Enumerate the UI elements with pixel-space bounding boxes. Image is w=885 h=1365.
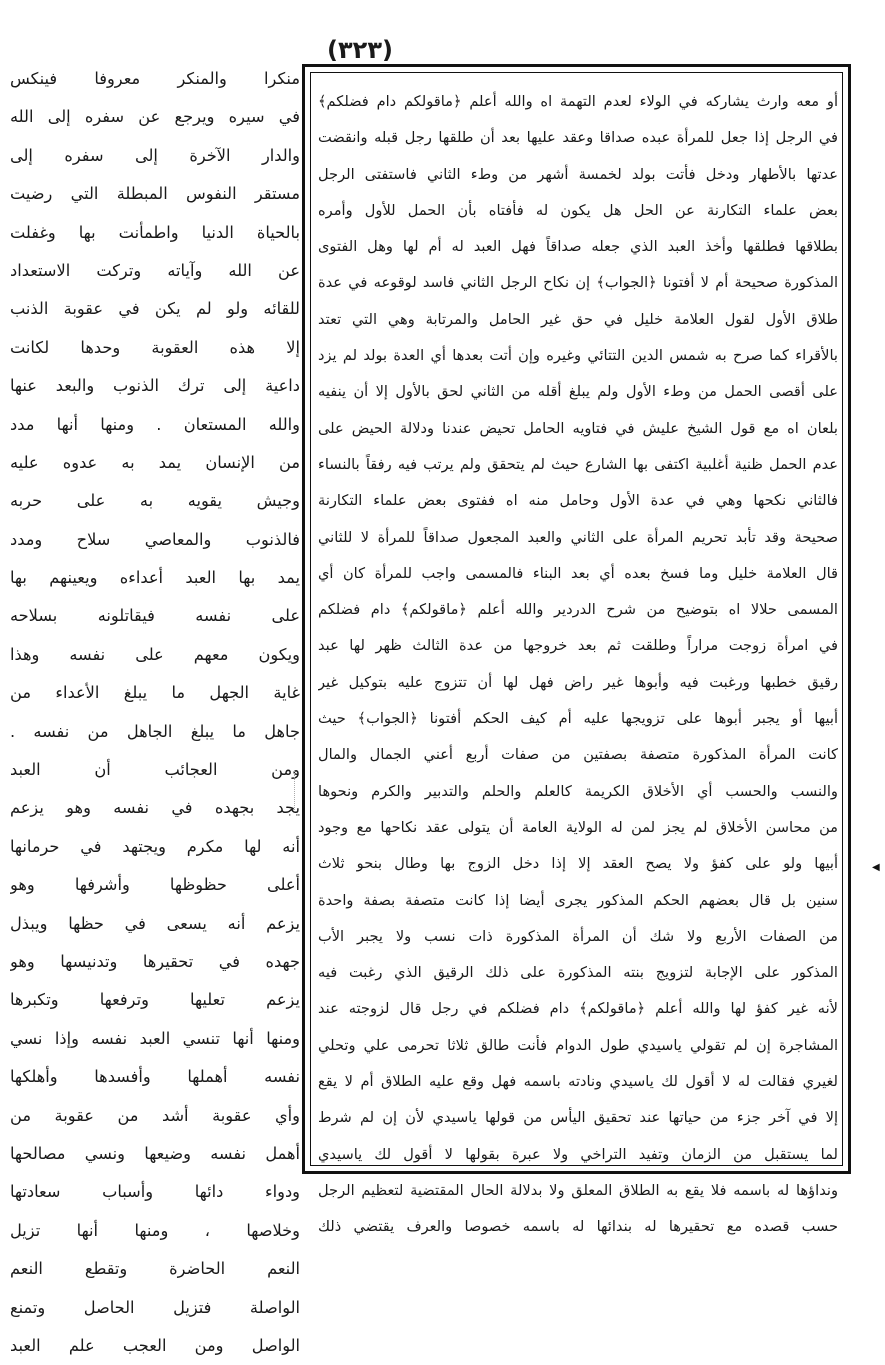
side-text-line: ودواء دائها وأسباب سعادتها [10,1182,300,1202]
side-text-line: وجيش يقويه به على حربه [10,491,300,511]
side-text-line: في سيره ويرجع عن سفره إلى الله [10,107,300,127]
main-text-line: أبيها ولو على كفؤ ولا يصح العقد إلا إذا دخل الزوج بها وطال بنحو ثلاث [318,855,838,873]
side-text-line: الواصل ومن العجب علم العبد [10,1335,300,1355]
main-text-line: عدم الحمل ظنية أغلبية اكتفى بها الشارع حيث لم يتحقق ولم يرتب فيه رفقاً بالنساء [318,455,838,473]
side-text-line: منكرا والمنكر معروفا فينكس [10,69,300,88]
main-text-line: طلاق الأول لقول العلامة خليل في حق غير الحامل والمرتابة وهي التي تعتد [318,310,838,328]
main-text-line: لما يستقبل من الزمان وتفيد التراخي ولا عبرة بقولها لا أقول لك ياسيدي [318,1145,838,1163]
side-text-line: والدار الآخرة إلى سفره إلى [10,145,300,165]
main-text-line: صحيحة وقد تأبد تحريم المرأة على الثاني والعبد المجعول صداقاً للمرأة لا للثاني [318,528,838,546]
main-text-line: بالأقراء كما صرح به شمس الدين التتائي وغيره وإن أتت بعدها أي العدة بولد لم يزد [318,347,838,365]
main-text-line: في امرأة زوجت مراراً وطلقت ثم بعد خروجها من عدة الثالث ظهر لها عبد [318,637,838,655]
side-text-line: جهده في تحقيرها وتدنيسها وهو [10,951,300,971]
side-text-line: بالحياة الدنيا واطمأنت بها وغفلت [10,222,300,242]
scan-smudge [294,770,301,810]
main-text-line: بلعان اه مع قول الشيخ عليش في فتاويه الحامل تحيض عندنا ودلالة الحيض على [318,419,838,437]
main-text-line: أبيها أو يجبر أبوها على تزويجها عليه أم كيف الحكم أفتونا ﴿الجواب﴾ حيث [318,710,838,728]
main-text-line: عدتها بالأطهار ودخل فأتت بولد لخمسة أشهر من وطء الثاني فاستفتى الرجل [318,165,838,183]
side-text-line: وخلاصها ، ومنها أنها تزيل [10,1220,300,1240]
main-text-line: بطلاقها فطلقها وأخذ العبد الذي جعله صداقاً فهل العبد له أم لها وهل الفتوى [318,238,838,256]
main-text-line: المشاجرة إن لم تقولي ياسيدي طول الدوام فأنت طالق ثلاثا تحرمى علي وتحلي [318,1036,838,1054]
side-text-line: من الإنسان يمد به عدوه عليه [10,452,300,472]
main-text-line: على أقصى الحمل من وطء الأول ولم يبلغ أقله من الثاني لحق بالأول إلا أن ينفيه [318,383,838,401]
main-text-line: من محاسن الأخلاق لم يجز لمن له الولاية العامة أن يتولى عقد نكاحها مع وجود [318,818,838,836]
main-text-line: ونداؤها له باسمه فلا يقع به الطلاق المعلق ولا بدلالة الحال المقتضية لتعظيم الرجل [318,1181,838,1199]
main-text-line: المذكور على الإجابة لتزويج بنته المذكورة على ذلك الرقيق الذي رغبت فيه [318,964,838,982]
side-text-column [10,60,300,1355]
main-text-line: رقيق خطبها ورغبت فيه وأبوها غير راض فهل لها أن تتزوج عليه بتوكيل غير [318,673,838,691]
main-text-line: المسمى حلالا اه بتوضيح من شرح الدردير والله أعلم ﴿ماقولكم﴾ دام فضلكم [318,601,838,619]
side-text-line: جاهل ما يبلغ الجاهل من نفسه . [10,721,300,741]
page-number: (٣٢٣) [327,36,393,64]
side-text-line: يمد بها العبد أعداءه ويعينهم بها [10,568,300,588]
side-text-line: أهمل نفسه وضيعها ونسي مصالحها [10,1143,300,1163]
side-text-line: داعية إلى ترك الذنوب والبعد عنها [10,376,300,396]
side-text-line: مستقر النفوس المبطلة التي رضيت [10,184,300,204]
margin-arrow-icon: ◀ [872,862,880,873]
main-text-line: سنين بل قال بعضهم الحكم المذكور يجرى أيضا إذا كانت متصفة بصفة واحدة [318,891,838,909]
main-text-line: إلا في آخر جزء من حياتها عند تحقيق اليأس من قولها ياسيدي لأن إن لم شرط [318,1109,838,1127]
side-text-line: غاية الجهل ما يبلغ الأعداء من [10,683,300,703]
side-text-line: فالذنوب والمعاصي سلاح ومدد [10,529,300,549]
main-text-line: قال العلامة خليل وما فسخ بعده أي بعد البناء فالمسمى واجب للمرأة كان أي [318,564,838,582]
side-text-line: الواصلة فتزيل الحاصل وتمنع [10,1297,300,1317]
side-text-line: وأي عقوبة أشد من عقوبة من [10,1105,300,1125]
main-text-line: فالثاني نكحها وهي في عدة الأول وحامل منه اه ففتوى بعض علماء التكارنة [318,492,838,510]
side-text-line: إلا هذه العقوبة وحدها لكانت [10,337,300,357]
main-text-line: أو معه وارث يشاركه في الولاء لعدم التهمة اه والله أعلم ﴿ماقولكم دام فضلكم﴾ [318,93,838,110]
side-text-line: ويكون معهم على نفسه وهذا [10,644,300,664]
main-text-line: من الصفات الأربع ولا شك أن المرأة المذكورة ذات نسب ولا يجبر الأب [318,927,838,945]
side-text-line: يزعم تعليها وترفعها وتكبرها [10,990,300,1010]
side-text-line: يجد بجهده في نفسه وهو يزعم [10,798,300,818]
main-text-line: والنسب والحسب أي الأخلاق الكريمة كالعلم والحلم والتدبير والكرم ونحوها [318,782,838,800]
side-text-line: عن الله وآياته وتركت الاستعداد [10,260,300,280]
side-text-line: والله المستعان . ومنها أنها مدد [10,414,300,434]
side-text-line: ومن العجائب أن العبد [10,760,300,780]
side-text-line: يزعم أنه يسعى في حظها ويبذل [10,913,300,933]
main-text-line: حسب قصده مع تحقيرها له بندائها له باسمه خصوصا والعرف يقتضي ذلك [318,1218,838,1236]
main-text-line: بعض علماء التكارنة عن الحل هل يكون له فأفتاه بأن الحمل للأول وأمره [318,201,838,219]
side-text-line: للقائه ولو لم يكن في عقوبة الذنب [10,299,300,319]
main-text-line: لغيري فقالت له لا أقول لك ياسيدي ونادته باسمه فهل وقع عليه الطلاق أم لا يقع [318,1073,838,1091]
main-text-line: المذكورة صحيحة أم لا أفتونا ﴿الجواب﴾ إن نكاح الرجل الثاني فاسد لوقوعه في عدة [318,274,838,292]
side-text-line: أعلى حظوظها وأشرفها وهو [10,875,300,895]
main-text-column [318,84,838,1236]
side-text-line: نفسه أهملها وأفسدها وأهلكها [10,1067,300,1087]
main-text-line: كانت المرأة المذكورة متصفة بصفتين من صفات أربع أعني الجمال والمال [318,746,838,764]
side-text-line: أنه لها مكرم ويجتهد في حرمانها [10,836,300,856]
side-text-line: ومنها أنها تنسي العبد نفسه وإذا نسي [10,1028,300,1048]
side-text-line: على نفسه فيقاتلونه بسلاحه [10,606,300,626]
main-text-line: في الرجل إذا جعل للمرأة عبده صداقا وعقد عليها بعد أن طلقها رجل قبله وانقضت [318,129,838,147]
main-text-line: لأنه غير كفؤ لها والله أعلم ﴿ماقولكم﴾ دام فضلكم في رجل قال لزوجته عند [318,1000,838,1018]
side-text-line: النعم الحاضرة وتقطع النعم [10,1259,300,1279]
